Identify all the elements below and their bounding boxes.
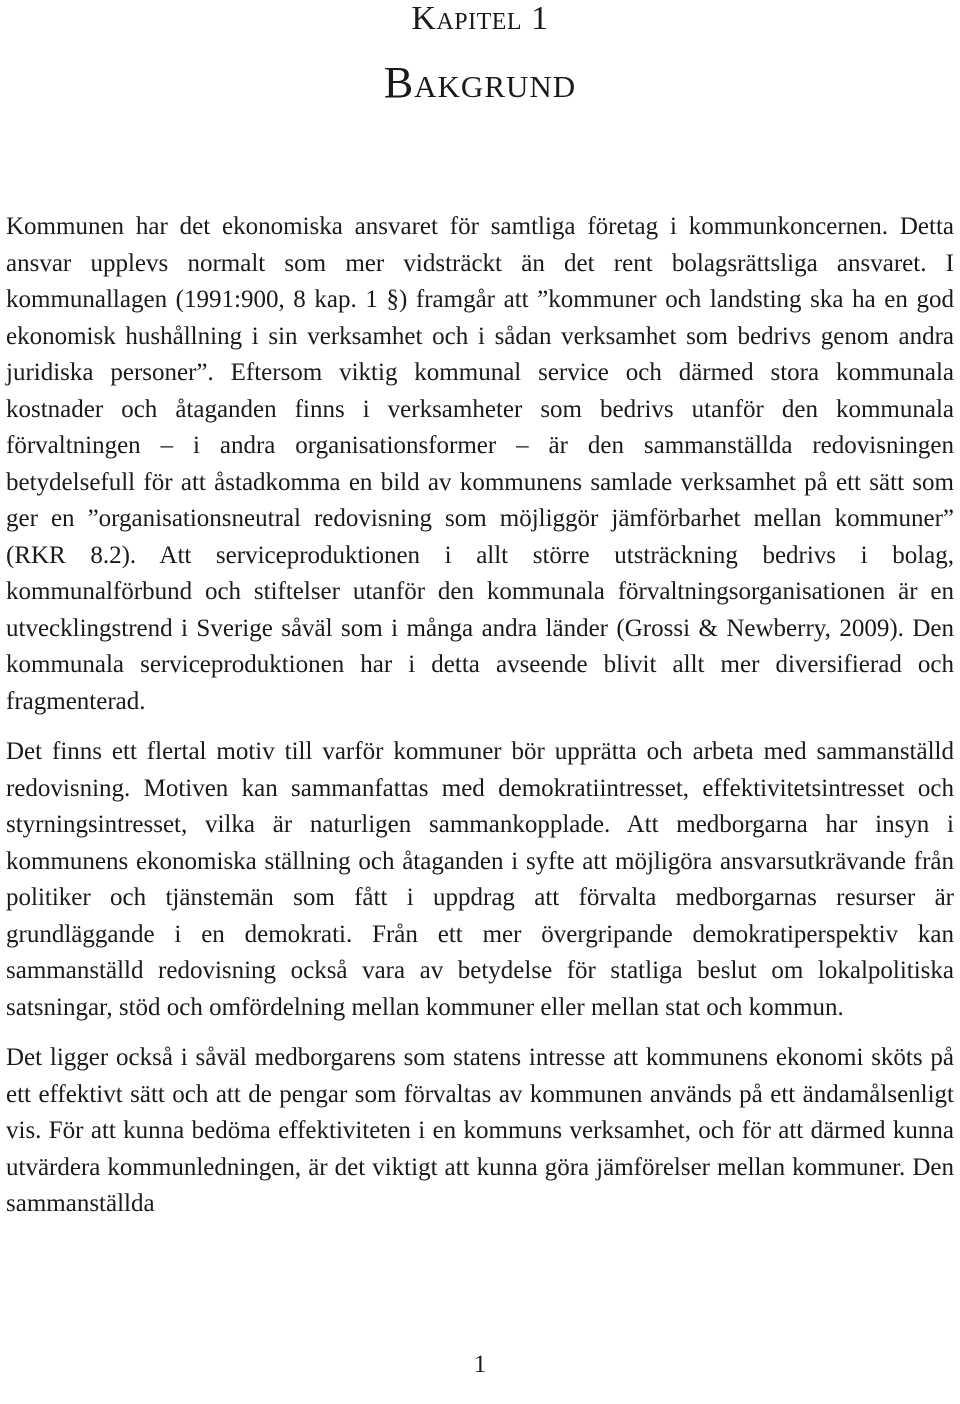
chapter-heading [6, 0, 954, 105]
paragraph-2: Det finns ett flertal motiv till varför kommuner bör upprätta och arbeta med sammanställd redovisning. Motiven kan sammanfattas med demokratiintresset, effektivitetsintresset och styrningsintresset, vilka är naturligen sammankopplade. Att medborgarna har insyn i kommunens ekonomiska ställning och åtaganden i syfte att möjligöra ansvarsutkrävande från politiker och tjänstemän som fått i uppdrag att förvalta medborgarnas resurser är grundläggande i en demokrati. Från ett mer övergripande demokratiperspektiv kan sammanställd redovisning också vara av betydelse för statliga beslut om lokalpolitiska satsningar, stöd och omfördelning mellan kommuner eller mellan stat och kommun. [6, 738, 954, 1021]
body-text [6, 209, 954, 1223]
chapter-label: Kapitel 1 [411, 0, 549, 37]
document-page [6, 0, 954, 1217]
page-number: 1 [473, 1351, 487, 1378]
paragraph-3: Det ligger också i såväl medborgarens som statens intresse att kommunens ekonomi sköts på ett effektivt sätt och att de pengar som förvaltas av kommunen används på ett ändamålsenligt vis. För att kunna bedöma effektiviteten i en kommuns verksamhet, och för att därmed kunna utvärdera kommunledningen, är det viktigt att kunna göra jämförelser mellan kommuner. Den sammanställda [6, 1044, 954, 1217]
paragraph-1: Kommunen har det ekonomiska ansvaret för samtliga företag i kommunkoncernen. Detta ansvar upplevs normalt som mer vidsträckt än det rent bolagsrättsliga ansvaret. I kommunallagen (1991:900, 8 kap. 1 §) framgår att ”kommuner och landsting ska ha en god ekonomisk hushållning i sin verksamhet och i sådan verksamhet som bedrivs genom andra juridiska personer”. Eftersom viktig kommunal service och därmed stora kommunala kostnader och åtaganden finns i verksamheter som bedrivs utanför den kommunala förvaltningen – i andra organisationsformer – är den sammanställda redovisningen betydelsefull för att åstadkomma en bild av kommunens samlade verksamhet på ett sätt som ger en ”organisationsneutral redovisning som möjliggör jämförbarhet mellan kommuner” (RKR 8.2). Att serviceproduktionen i allt större utsträckning bedrivs i bolag, kommunalförbund och stiftelser utanför den kommunala förvaltningsorganisationen är en utvecklingstrend i Sverige såväl som i många andra länder (Grossi & Newberry, 2009). Den kommunala serviceproduktionen har i detta avseende blivit allt mer diversifierad och fragmenterad. [6, 213, 954, 715]
chapter-title: Bakgrund [383, 58, 577, 107]
